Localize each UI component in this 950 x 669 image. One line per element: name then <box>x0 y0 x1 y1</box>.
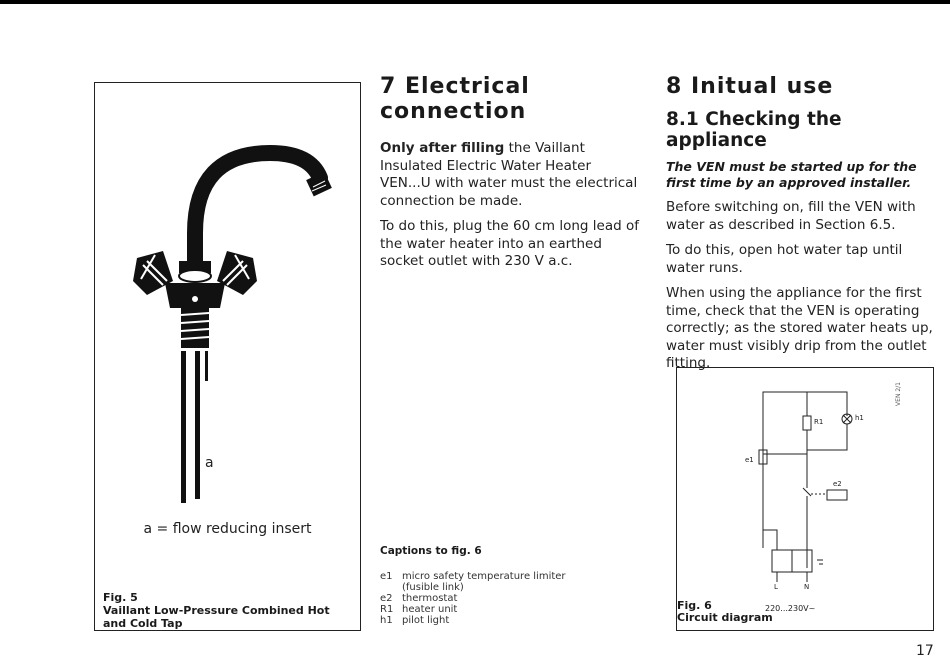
callout-a: a <box>205 455 214 471</box>
caption-text: (fusible link) <box>402 582 464 593</box>
label-h1: h1 <box>855 414 864 422</box>
caption-key <box>380 582 402 593</box>
section-7-paragraph-2: To do this, plug the 60 cm long lead of the water heater into an earthed socket outlet with 230 V a.c. <box>380 218 639 269</box>
figure-6-number: Fig. 6 <box>677 599 712 612</box>
figure-5-caption-text: Vaillant Low-Pressure Combined Hot and Cold Tap <box>103 604 330 630</box>
section-8-1-subtitle: 8.1 Checking the appliance <box>666 109 842 151</box>
figure-5-legend: a = flow reducing insert <box>143 521 312 537</box>
caption-row <box>380 571 600 582</box>
section-7 <box>380 74 642 279</box>
caption-text: micro safety temperature limiter <box>402 571 566 582</box>
caption-row <box>380 582 600 593</box>
section-7-title: 7 Electrical connection <box>380 74 530 124</box>
section-8-paragraph-2: To do this, open hot water tap until water runs. <box>666 242 903 276</box>
caption-text: heater unit <box>402 604 458 615</box>
caption-row <box>380 615 600 626</box>
caption-key: e1 <box>380 571 393 582</box>
top-rule <box>0 0 950 4</box>
caption-key: R1 <box>380 604 394 615</box>
section-8-paragraph-3: When using the appliance for the first time, check that the VEN is operating correctly; as the stored water heats up, water must visibly drip from the outlet fitting. <box>666 285 933 371</box>
supply-voltage: 220...230V~ <box>765 604 816 613</box>
installer-warning: The VEN must be started up for the first time by an approved installer. <box>666 159 917 190</box>
section-8-paragraph-1: Before switching on, fill the VEN with water as described in Section 6.5. <box>666 199 916 233</box>
caption-text: pilot light <box>402 615 450 626</box>
caption-row <box>380 593 600 604</box>
figure-6-caption <box>677 600 773 624</box>
section-8 <box>666 74 936 381</box>
captions-heading: Captions to fig. 6 <box>380 545 482 557</box>
label-l: L <box>774 583 778 591</box>
figure-6 <box>676 367 934 631</box>
figure-5 <box>94 82 361 631</box>
label-e2: e2 <box>833 480 842 488</box>
figure-6-caption-text: Circuit diagram <box>677 611 773 624</box>
figure-6-captions <box>380 545 600 626</box>
page-number: 17 <box>916 643 934 659</box>
label-r1: R1 <box>814 418 824 426</box>
section-8-title: 8 Initual use <box>666 74 834 99</box>
caption-key: h1 <box>380 615 393 626</box>
caption-row <box>380 604 600 615</box>
label-e1: e1 <box>745 456 754 464</box>
caption-key: e2 <box>380 593 393 604</box>
diagram-code: VEN 2/1 <box>895 382 902 406</box>
tap-illustration <box>95 83 360 630</box>
section-7-paragraph-1 <box>380 140 642 210</box>
section-7-paragraph-1-rest: the Vaillant Insulated Electric Water Heater VEN...U with water must the electrical connection be made. <box>380 140 638 209</box>
caption-text: thermostat <box>402 593 458 604</box>
figure-5-number: Fig. 5 <box>103 591 138 604</box>
label-n: N <box>804 583 810 591</box>
figure-5-caption <box>103 591 343 630</box>
emphasis-only-after-filling: Only after filling <box>380 140 505 156</box>
